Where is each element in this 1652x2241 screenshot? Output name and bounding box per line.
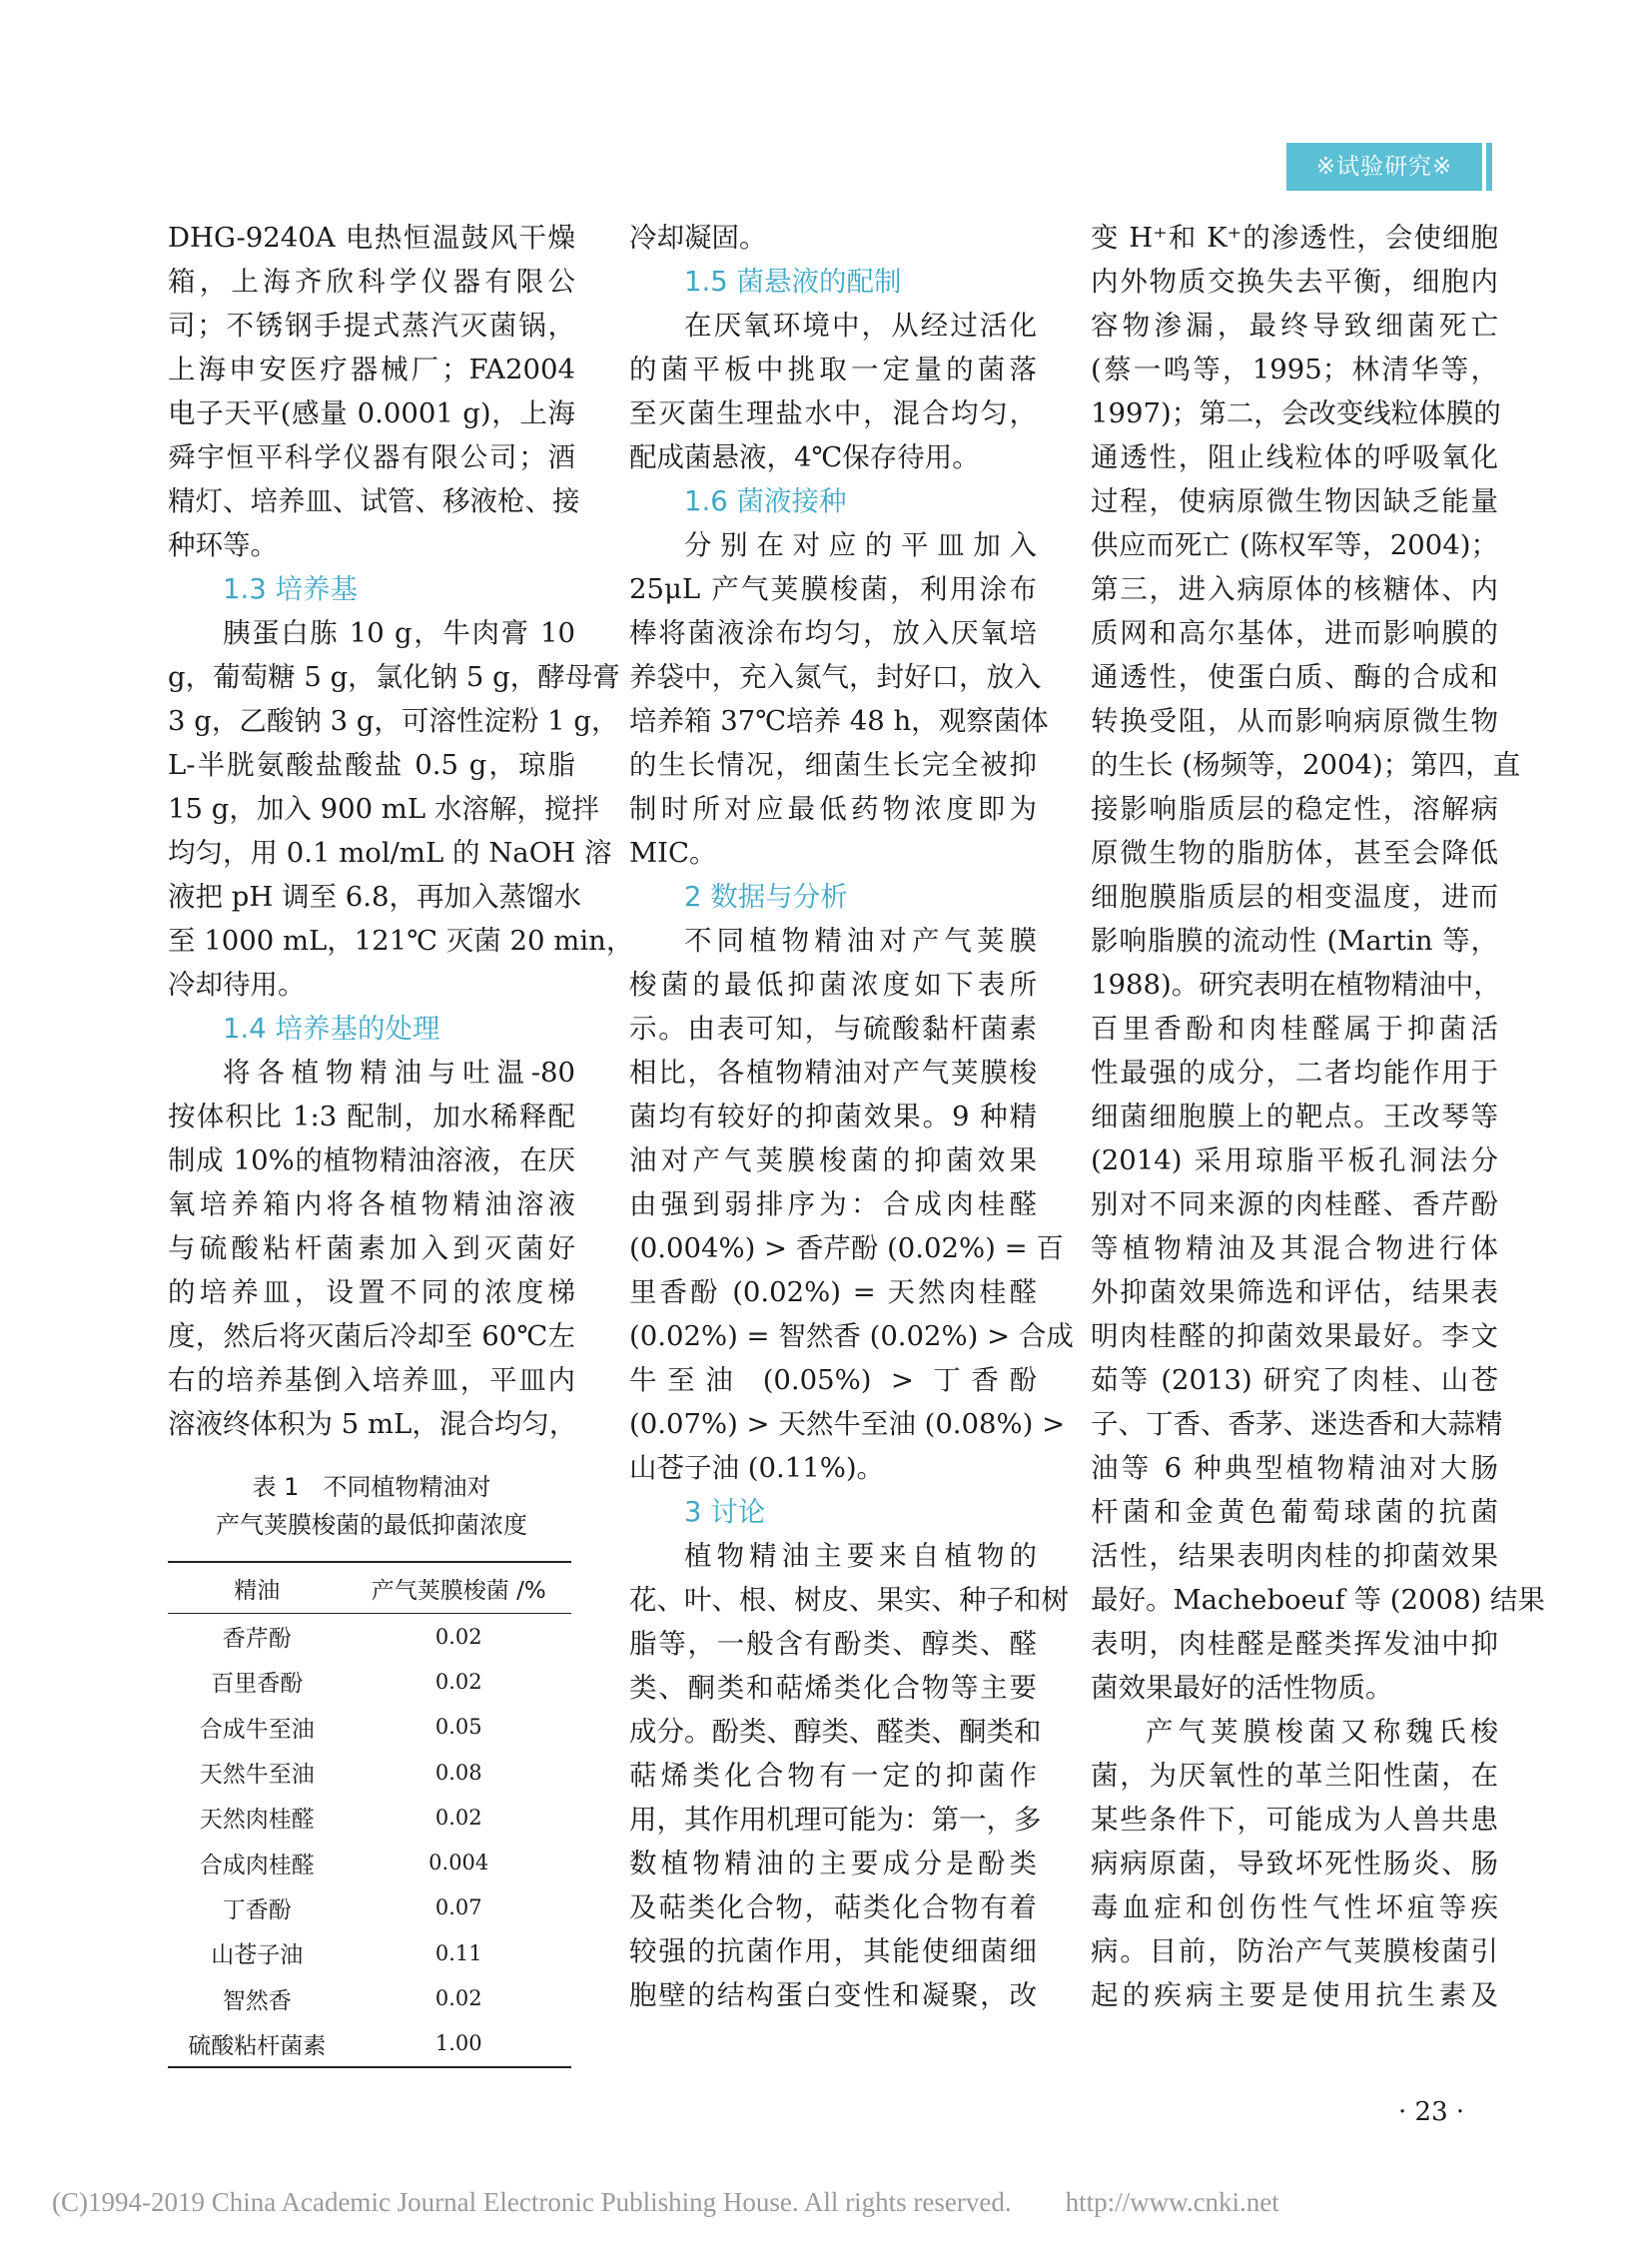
text-line: 右的培养基倒入培养皿，平皿内 (168, 1364, 575, 1396)
text-line: 至 1000 mL，121℃ 灭菌 20 min， (168, 925, 634, 957)
table-cell-oil: 智然香 (222, 1987, 292, 2014)
text-line: 影响脂膜的流动性 (Martin 等， (1091, 925, 1498, 957)
paragraph (629, 216, 1037, 260)
table-row (168, 1750, 571, 1795)
text-line: 毒血症和创伤性气性坏疽等疾 (1091, 1891, 1498, 1923)
table-row (168, 2021, 571, 2067)
table-cell-value: 0.05 (434, 1715, 482, 1740)
text-line: 细菌细胞膜上的靶点。王改琴等 (1091, 1101, 1498, 1132)
section-heading-1-4: 1.4 培养基的处理 (223, 1013, 440, 1045)
table-row (168, 1705, 571, 1750)
text-line: 接影响脂质层的稳定性，溶解病 (1091, 793, 1498, 825)
text-line: 质网和高尔基体，进而影响膜的 (1091, 617, 1498, 649)
table-cell-value: 0.02 (434, 1624, 482, 1649)
text-line: 最好。Macheboeuf 等 (2008) 结果 (1091, 1584, 1545, 1616)
text-line: 油等 6 种典型植物精油对大肠 (1091, 1452, 1498, 1484)
text-line: 的菌平板中挑取一定量的菌落 (629, 354, 1037, 385)
text-line: 相比，各植物精油对产气荚膜梭 (629, 1057, 1037, 1089)
paragraph (629, 523, 1049, 875)
mic-table (168, 1561, 571, 2068)
section-heading-2: 2 数据与分析 (684, 881, 848, 913)
text-line: 舜宇恒平科学仪器有限公司；酒 (168, 441, 575, 473)
text-line: 示。由表可知，与硫酸黏杆菌素 (629, 1013, 1037, 1045)
text-line: 箱，上海齐欣科学仪器有限公 (168, 266, 575, 298)
text-line: 棒将菌液涂布均匀，放入厌氧培 (629, 617, 1037, 649)
text-line: 精灯、培养皿、试管、移液枪、接 (168, 485, 580, 517)
table-row (168, 1614, 571, 1660)
text-line: 将各植物精油与吐温-80 (223, 1057, 575, 1089)
text-line: 不同植物精油对产气荚膜 (684, 925, 1037, 957)
text-line: 内外物质交换失去平衡，细胞内 (1091, 266, 1498, 298)
table-row (168, 1840, 571, 1884)
text-line: MIC。 (629, 837, 717, 869)
text-line: 起的疾病主要是使用抗生素及 (1091, 1979, 1498, 2011)
table-cell-value: 1.00 (346, 2021, 571, 2067)
text-line: 较强的抗菌作用，其能使细菌细 (629, 1935, 1037, 1967)
text-line: 病。目前，防治产气荚膜梭菌引 (1091, 1935, 1498, 1967)
table-row (168, 1885, 571, 1930)
text-line: 菌效果最好的活性物质。 (1091, 1672, 1393, 1704)
text-line: 里香酚 (0.02%) = 天然肉桂醛 (629, 1276, 1037, 1308)
table-cell-oil: 天然肉桂醛 (199, 1807, 315, 1834)
text-line: 液把 pH 调至 6.8，再加入蒸馏水 (168, 881, 582, 913)
text-line: 及萜类化合物，萜类化合物有着 (629, 1891, 1037, 1923)
table-cell-value: 0.02 (434, 1805, 482, 1830)
table-row (168, 1795, 571, 1840)
text-line: 山苍子油 (0.11%)。 (629, 1452, 885, 1484)
text-line: 制成 10%的植物精油溶液，在厌 (168, 1144, 575, 1176)
column-3 (1091, 216, 1545, 2017)
text-line: 上海申安医疗器械厂；FA2004 (168, 354, 575, 385)
text-line: 表明，肉桂醛是醛类挥发油中抑 (1091, 1628, 1498, 1660)
paragraph (168, 1051, 575, 1446)
text-line: 菌均有较好的抑菌效果。9 种精 (629, 1101, 1037, 1132)
table-cell-value: 0.02 (434, 1669, 482, 1694)
paragraph (629, 919, 1074, 1490)
text-line: 通透性，使蛋白质、酶的合成和 (1091, 661, 1498, 693)
table-cell-value: 0.07 (434, 1895, 482, 1920)
text-line: 1997)；第二，会改变线粒体膜的 (1091, 397, 1501, 429)
table-cell-value: 0.004 (428, 1851, 489, 1875)
text-line: 明肉桂醛的抑菌效果最好。李文 (1091, 1320, 1498, 1352)
text-line: DHG-9240A 电热恒温鼓风干燥 (168, 222, 575, 254)
text-line: 种环等。 (168, 529, 278, 561)
section-tag: ※试验研究※ (1286, 143, 1482, 191)
text-line: 萜烯类化合物有一定的抑菌作 (629, 1760, 1037, 1792)
text-line: g，葡萄糖 5 g，氯化钠 5 g，酵母膏 (168, 661, 620, 693)
text-line: 脂等，一般含有酚类、醇类、醛 (629, 1628, 1037, 1660)
table-cell-oil: 天然牛至油 (199, 1762, 315, 1789)
table-cell-value: 0.11 (434, 1940, 482, 1965)
text-line: 按体积比 1:3 配制，加水稀释配 (168, 1101, 575, 1132)
table-cell-oil: 硫酸粘杆菌素 (168, 2021, 346, 2067)
table-cell-oil: 香芹酚 (222, 1626, 292, 1653)
text-line: 百里香酚和肉桂醛属于抑菌活 (1091, 1013, 1498, 1045)
text-line: 过程，使病原微生物因缺乏能量 (1091, 485, 1498, 517)
text-line: 15 g，加入 900 mL 水溶解，搅拌 (168, 793, 599, 825)
page-number: · 23 · (1398, 2097, 1465, 2127)
column-1 (168, 216, 634, 1446)
text-line: 牛至油 (0.05%) > 丁香酚 (629, 1364, 1037, 1396)
text-line: 至灭菌生理盐水中，混合均匀， (629, 397, 1037, 429)
text-line: 植物精油主要来自植物的 (684, 1540, 1037, 1572)
text-line: 溶液终体积为 5 mL，混合均匀， (168, 1408, 577, 1440)
text-line: 数植物精油的主要成分是酚类 (629, 1848, 1037, 1879)
table-cell-oil: 合成肉桂醛 (199, 1852, 315, 1878)
text-line: 杆菌和金黄色葡萄球菌的抗菌 (1091, 1496, 1498, 1528)
text-line: 由强到弱排序为：合成肉桂醛 (629, 1188, 1037, 1220)
table-cell-value: 0.02 (434, 1986, 482, 2011)
section-tag-rule (1486, 143, 1492, 191)
text-line: 等植物精油及其混合物进行体 (1091, 1232, 1498, 1264)
text-line: 冷却待用。 (168, 969, 306, 1001)
text-line: 养袋中，充入氮气，封好口，放入 (629, 661, 1042, 693)
text-line: 通透性，阻止线粒体的呼吸氧化 (1091, 441, 1498, 473)
text-line: 别对不同来源的肉桂醛、香芹酚 (1091, 1188, 1498, 1220)
text-line: 在厌氧环境中，从经过活化 (684, 310, 1037, 342)
text-line: 25μL 产气荚膜梭菌，利用涂布 (629, 573, 1037, 605)
text-line: 的生长情况，细菌生长完全被抑 (629, 749, 1037, 781)
text-line: (蔡一鸣等，1995；林清华等， (1091, 354, 1498, 385)
text-line: 某些条件下，可能成为人兽共患 (1091, 1804, 1498, 1836)
text-line: 类、酮类和萜烯类化合物等主要 (629, 1672, 1037, 1704)
paragraph (1091, 1710, 1498, 2017)
text-line: 制时所对应最低药物浓度即为 (629, 793, 1037, 825)
text-line: 3 g，乙酸钠 3 g，可溶性淀粉 1 g， (168, 705, 619, 737)
paragraph (629, 1534, 1069, 2017)
text-line: 冷却凝固。 (629, 222, 767, 254)
text-line: 变 H⁺和 K⁺的渗透性，会使细胞 (1091, 222, 1498, 254)
text-line: 子、丁香、香茅、迷迭香和大蒜精 (1091, 1408, 1503, 1440)
table-header-mic: 产气荚膜梭菌 /% (346, 1562, 571, 1614)
text-line: 原微生物的脂肪体，甚至会降低 (1091, 837, 1498, 869)
text-line: 第三，进入病原体的核糖体、内 (1091, 573, 1498, 605)
text-line: 度，然后将灭菌后冷却至 60℃左 (168, 1320, 575, 1352)
text-line: 性最强的成分，二者均能作用于 (1091, 1057, 1498, 1089)
column-2 (629, 216, 1074, 2017)
paragraph (168, 216, 580, 567)
table-caption-line-1: 表 1 不同植物精油对 (252, 1473, 491, 1501)
text-line: 的培养皿，设置不同的浓度梯 (168, 1276, 575, 1308)
text-line: 菌，为厌氧性的革兰阳性菌，在 (1091, 1760, 1498, 1792)
text-line: 细胞膜脂质层的相变温度，进而 (1091, 881, 1498, 913)
text-line: 油对产气荚膜梭菌的抑菌效果 (629, 1144, 1037, 1176)
text-line: (2014) 采用琼脂平板孔洞法分 (1091, 1144, 1498, 1176)
text-line: 氧培养箱内将各植物精油溶液 (168, 1188, 575, 1220)
section-heading-3: 3 讨论 (684, 1496, 766, 1528)
paragraph (1091, 216, 1545, 1710)
text-line: 用，其作用机理可能为：第一，多 (629, 1804, 1042, 1836)
text-line: 梭菌的最低抑菌浓度如下表所 (629, 969, 1037, 1001)
text-line: (0.07%) > 天然牛至油 (0.08%) > (629, 1408, 1066, 1440)
text-line: 茹等 (2013) 研究了肉桂、山苍 (1091, 1364, 1498, 1396)
text-line: 1988)。研究表明在植物精油中， (1091, 969, 1501, 1001)
text-line: (0.02%) = 智然香 (0.02%) > 合成 (629, 1320, 1074, 1352)
text-line: 的生长 (杨频等，2004)；第四，直 (1091, 749, 1521, 781)
section-heading-1-6: 1.6 菌液接种 (684, 485, 847, 517)
table-cell-oil: 百里香酚 (211, 1671, 304, 1698)
text-line: 胰蛋白胨 10 g，牛肉膏 10 (223, 617, 575, 649)
table-caption (168, 1468, 575, 1544)
text-line: 培养箱 37℃培养 48 h，观察菌体 (629, 705, 1049, 737)
text-line: 活性，结果表明肉桂的抑菌效果 (1091, 1540, 1498, 1572)
text-line: L-半胱氨酸盐酸盐 0.5 g，琼脂 (168, 749, 575, 781)
table-row (168, 1975, 571, 2020)
paragraph (168, 611, 634, 1007)
table-cell-oil: 丁香酚 (222, 1896, 292, 1923)
table-row (168, 1930, 571, 1975)
table-cell-oil: 山苍子油 (211, 1942, 304, 1969)
table-caption-line-2: 产气荚膜梭菌的最低抑菌浓度 (216, 1511, 527, 1539)
section-heading-1-5: 1.5 菌悬液的配制 (684, 266, 902, 298)
text-line: 容物渗漏，最终导致细菌死亡 (1091, 310, 1498, 342)
text-line: 外抑菌效果筛选和评估，结果表 (1091, 1276, 1498, 1308)
table-cell-value: 0.08 (434, 1760, 482, 1785)
text-line: 产气荚膜梭菌又称魏氏梭 (1146, 1716, 1498, 1748)
text-line: 配成菌悬液，4℃保存待用。 (629, 441, 980, 473)
text-line: 转换受阻，从而影响病原微生物 (1091, 705, 1498, 737)
text-line: 与硫酸粘杆菌素加入到灭菌好 (168, 1232, 575, 1264)
copyright-footer: (C)1994-2019 China Academic Journal Electronic Publishing House. All rights reserved. http://www.cnki.net (52, 2187, 1279, 2217)
text-line: 司；不锈钢手提式蒸汽灭菌锅， (168, 310, 575, 342)
text-line: 电子天平(感量 0.0001 g)，上海 (168, 397, 575, 429)
table-header-oil: 精油 (168, 1562, 346, 1614)
text-line: 病病原菌，导致坏死性肠炎、肠 (1091, 1848, 1498, 1879)
text-line: 均匀，用 0.1 mol/mL 的 NaOH 溶 (168, 837, 612, 869)
section-heading-1-3: 1.3 培养基 (223, 573, 358, 605)
text-line: 分别在对应的平皿加入 (684, 529, 1037, 561)
text-line: 成分。酚类、醇类、醛类、酮类和 (629, 1716, 1042, 1748)
text-line: 花、叶、根、树皮、果实、种子和树 (629, 1584, 1069, 1616)
table-row (168, 1659, 571, 1704)
text-line: (0.004%) > 香芹酚 (0.02%) = 百 (629, 1232, 1064, 1264)
table-cell-oil: 合成牛至油 (199, 1716, 315, 1743)
text-line: 胞壁的结构蛋白变性和凝聚，改 (629, 1979, 1037, 2011)
paragraph (629, 304, 1037, 479)
table-header-row (168, 1562, 571, 1614)
text-line: 供应而死亡 (陈权军等，2004)； (1091, 529, 1498, 561)
